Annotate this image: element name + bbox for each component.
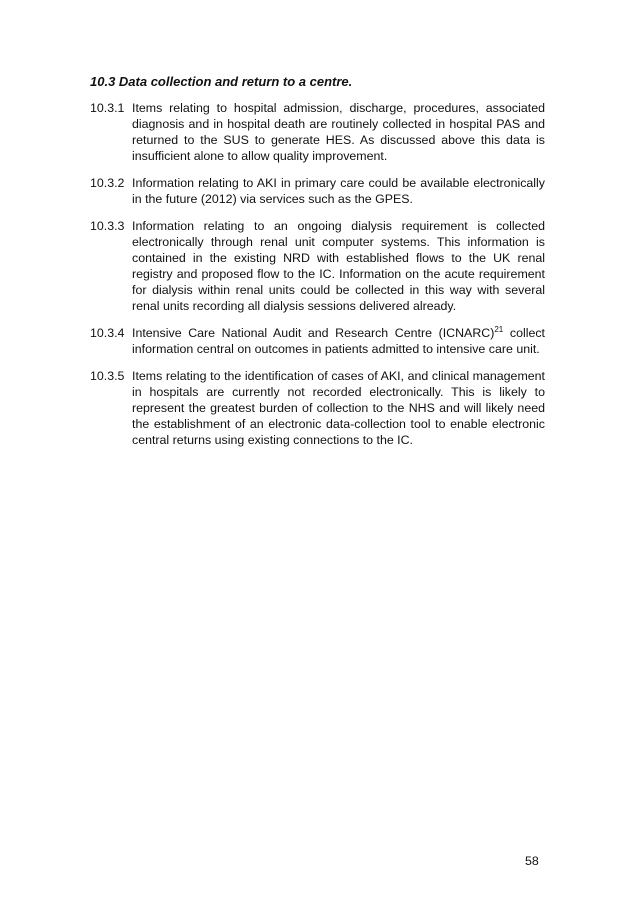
- item-text: Information relating to an ongoing dialysis requirement is collected electronically through renal unit computer systems. This information is contained in the existing NRD with established flows to the UK renal registry and proposed flow to the IC. Information on the acute requirement for dialysis within renal units could be collected in this way with several renal units recording all dialysis sessions delivered already.: [132, 219, 545, 313]
- list-item: [90, 100, 545, 164]
- list-item: [90, 368, 545, 448]
- item-text: Information relating to AKI in primary care could be available electronically in the future (2012) via services such as the GPES.: [132, 176, 545, 206]
- item-number: 10.3.3: [90, 219, 125, 233]
- footnote-reference: 21: [494, 325, 504, 334]
- item-number: 10.3.1: [90, 101, 125, 115]
- item-text-before-footnote: Intensive Care National Audit and Research Centre (ICNARC): [132, 326, 495, 340]
- section-heading: 10.3 Data collection and return to a centre.: [90, 74, 353, 89]
- item-number: 10.3.5: [90, 369, 125, 383]
- item-number: 10.3.2: [90, 176, 125, 190]
- item-text: Items relating to the identification of cases of AKI, and clinical management in hospitals are currently not recorded electronically. This is likely to represent the greatest burden of collection to the NHS and will likely need the establishment of an electronic data-collection tool to enable electronic central returns using existing connections to the IC.: [132, 369, 545, 447]
- list-item: [90, 218, 545, 314]
- list-item: [90, 325, 545, 357]
- item-text: Items relating to hospital admission, discharge, procedures, associated diagnosis and in hospital death are routinely collected in hospital PAS and returned to the SUS to generate HES. As discussed above this data is insufficient alone to allow quality improvement.: [132, 101, 545, 163]
- section-content: [90, 74, 545, 459]
- page-number: 58: [525, 854, 539, 868]
- item-text: [132, 325, 545, 357]
- item-number: 10.3.4: [90, 326, 125, 340]
- item-text-after-footnote: collect information central on outcomes in patients admitted to intensive care unit.: [132, 326, 545, 356]
- list-item: [90, 175, 545, 207]
